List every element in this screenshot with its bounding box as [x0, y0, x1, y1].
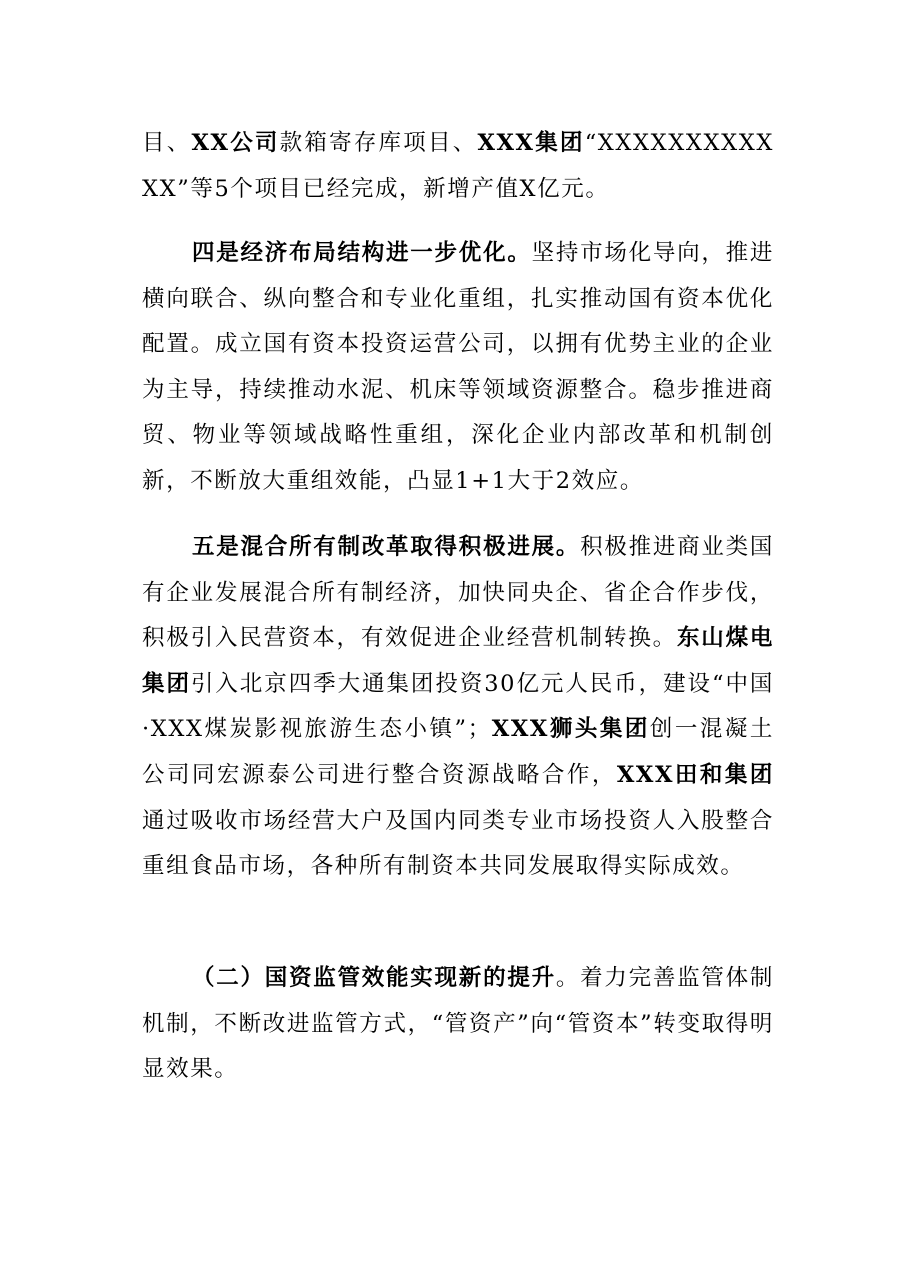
text-run: 坚持市场化导向，推进横向联合、纵向整合和专业化重组，扎实推动国有资本优化配置。成立国有资本投资运营公司，以拥有优势主业的企业为主导，持续推动水泥、机床等领域资源整合。稳步推进商贸、物业等领域战略性重组，深化企业内部改革和机制创新，不断放大重组效能，凸显1+1大于2效应。 [142, 240, 774, 494]
section-heading-bold: 四是经济布局结构进一步优化。 [192, 240, 532, 266]
text-run: “XXXXXXXXXXXX”等5个项目已经完成，新增产值X亿元。 [142, 130, 774, 202]
section-heading-bold: （二）国资监管效能实现新的提升 [192, 965, 556, 991]
paragraph-layout-optimization [142, 231, 774, 505]
text-run: 目、 [142, 130, 192, 156]
text-run: 。着力完善监管体制机制，不断改进监管方式，“管资产”向“管资本”转变取得明显效果。 [142, 965, 774, 1083]
company-name-bold: XXX集团 [477, 130, 585, 156]
section-heading-bold: 五是混合所有制改革取得积极进展。 [192, 534, 581, 560]
text-run: 款箱寄存库项目、 [279, 130, 478, 156]
company-name-bold: XXX田和集团 [616, 761, 774, 788]
company-name-bold: XX公司 [191, 130, 280, 156]
text-run: 积极推进商业类国有企业发展混合所有制经济，加快同央企、省企合作步伐，积极引入民营资本，有效促进企业经营机制转换。 [142, 534, 774, 652]
paragraph-supervision-efficiency [142, 956, 774, 1093]
paragraph-project-completion [142, 121, 774, 212]
company-name-bold: 东山煤电集团 [142, 625, 775, 697]
text-run: 引入北京四季大通集团投资30亿元人民币，建设“中国·XXX煤炭影视旅游生态小镇”； [142, 670, 775, 743]
text-run: 创一混凝土公司同宏源泰公司进行整合资源战略合作， [142, 716, 774, 788]
company-name-bold: XXX狮头集团 [491, 716, 650, 743]
paragraph-mixed-ownership-reform [142, 525, 774, 890]
text-run: 通过吸收市场经营大户及国内同类专业市场投资人入股整合重组食品市场，各种所有制资本共同发展取得实际成效。 [142, 807, 774, 880]
